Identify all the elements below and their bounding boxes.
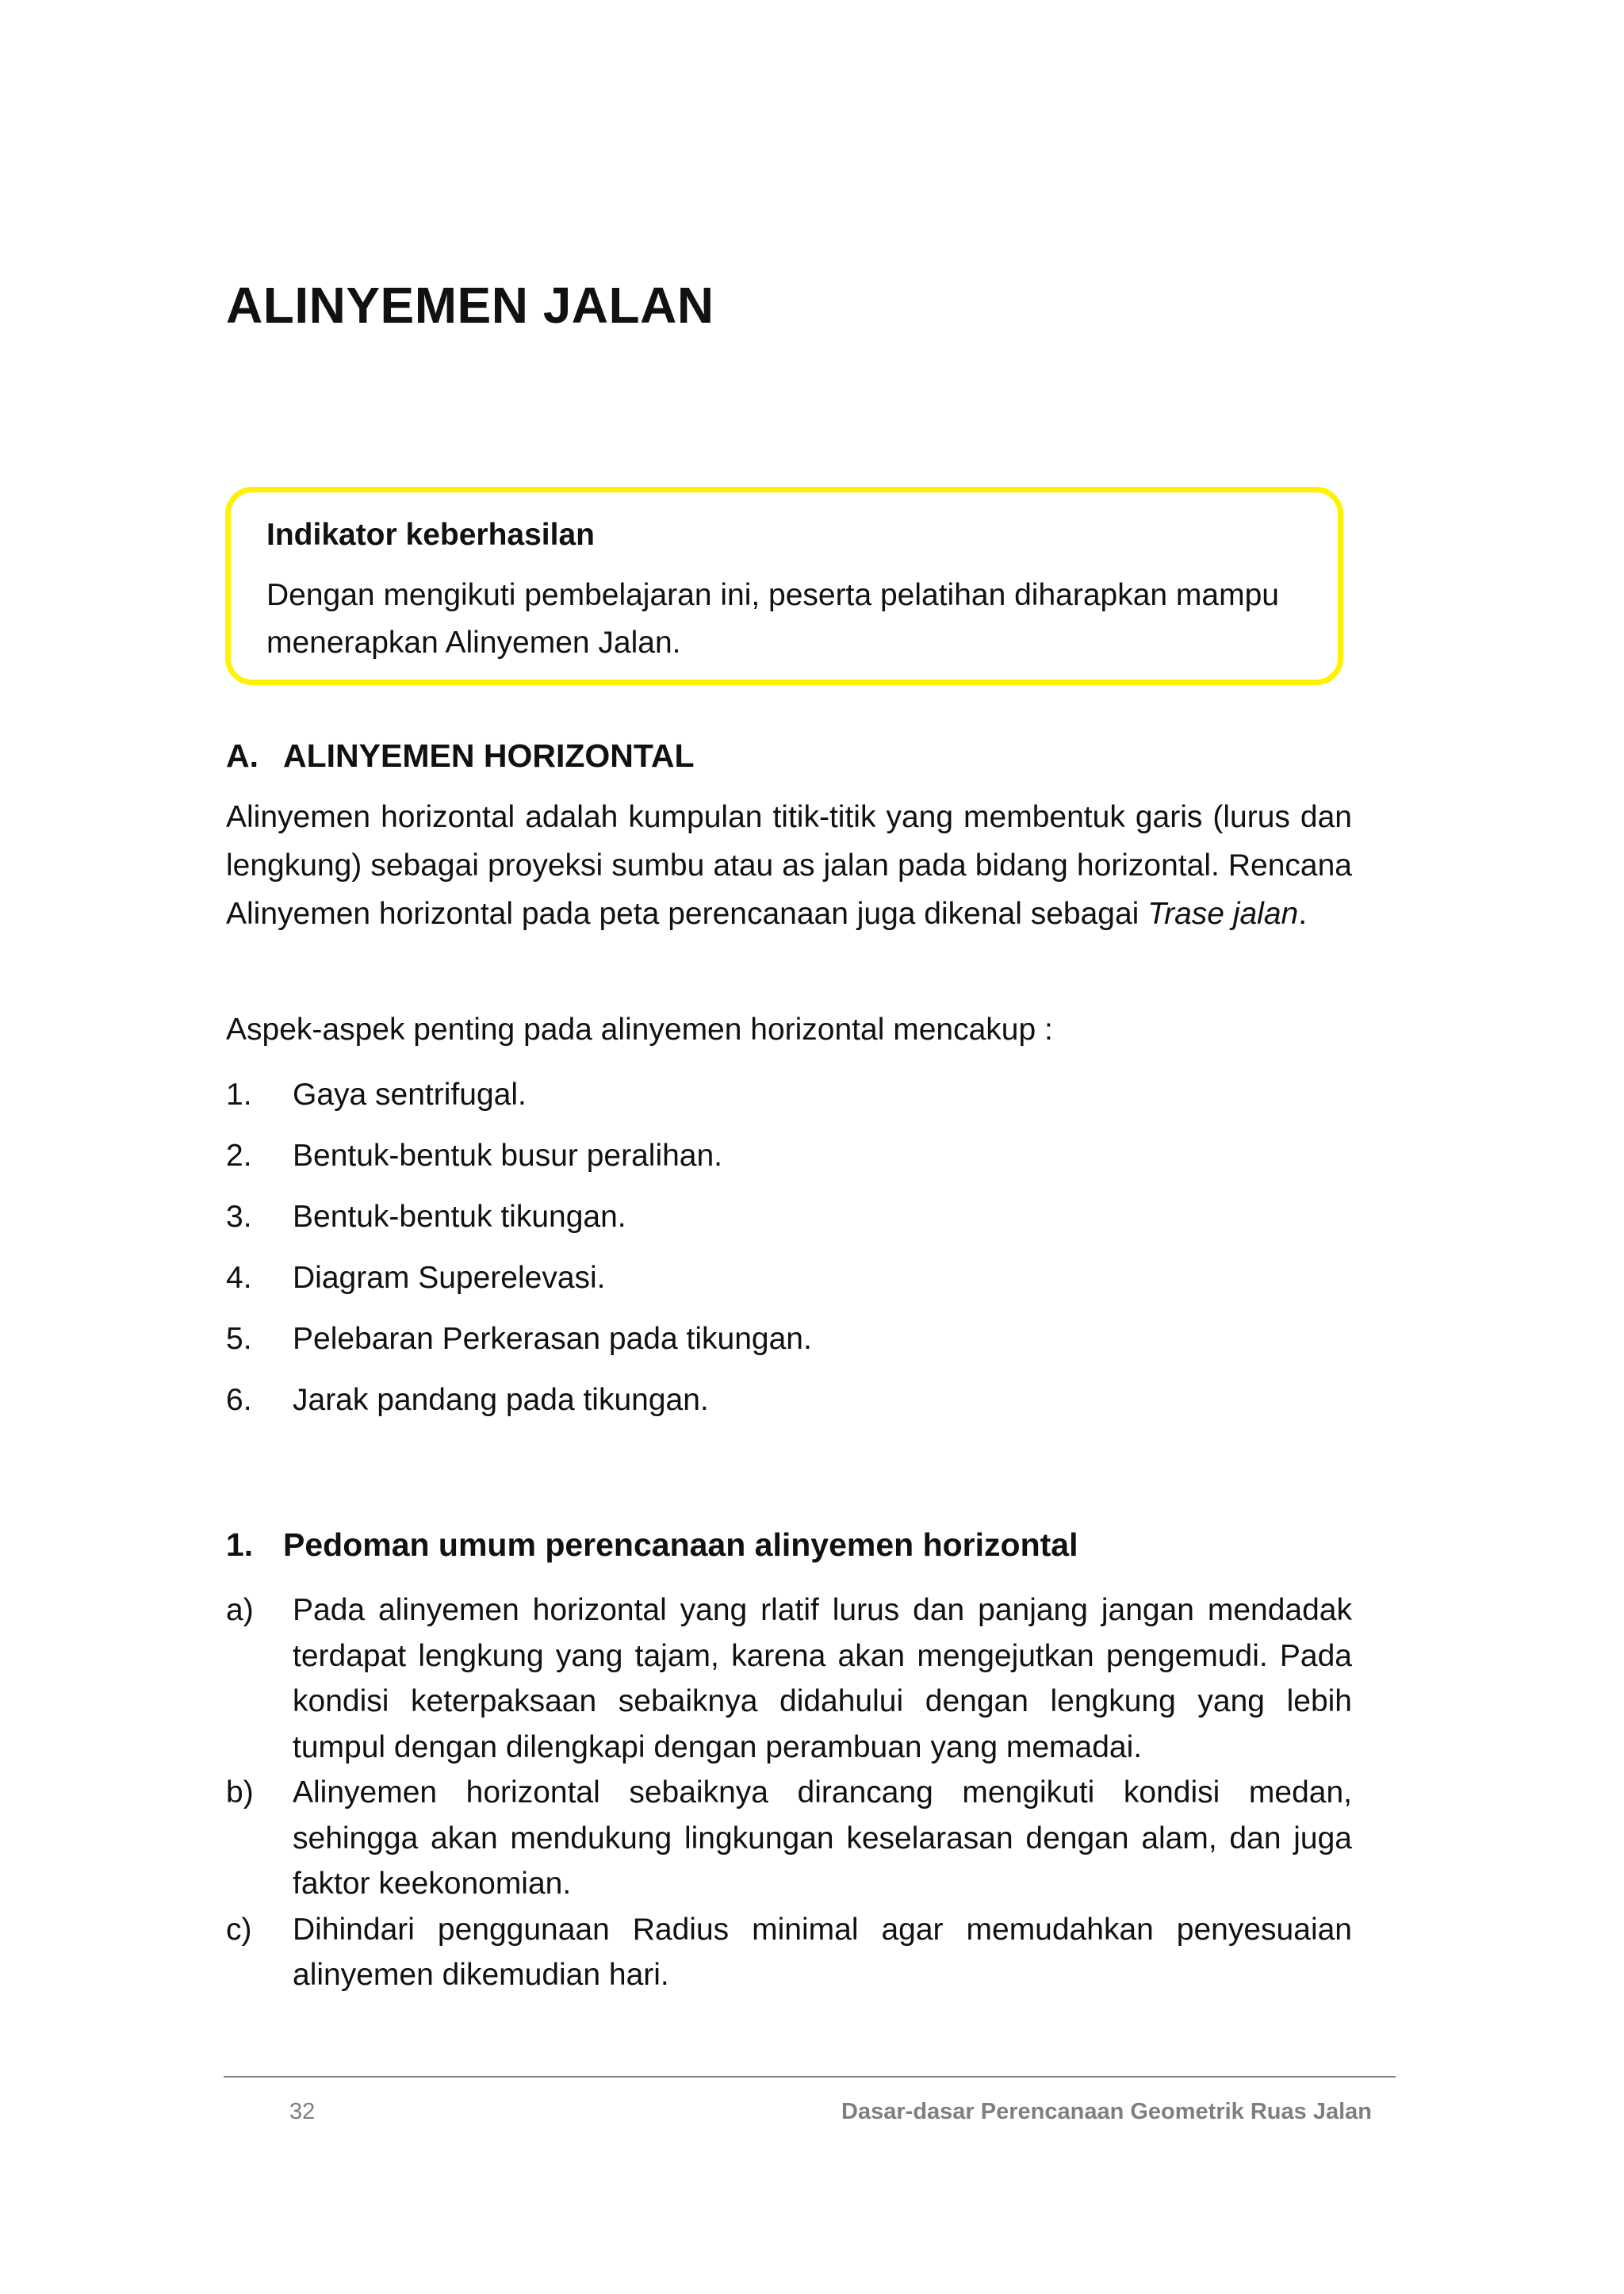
page-title: ALINYEMEN JALAN	[226, 277, 714, 334]
list-text: Diagram Superelevasi.	[293, 1261, 606, 1295]
list-text: Pada alinyemen horizontal yang rlatif lurus dan panjang jangan mendadak terdapat lengkung yang tajam, karena akan mengejutkan pengemudi. Pada kondisi keterpaksaan sebaiknya didahului dengan lengkung yang lebih tumpul dengan dilengkapi dengan perambuan yang memadai.	[293, 1593, 1352, 1764]
list-text: Bentuk-bentuk tikungan.	[293, 1200, 626, 1234]
list-number: 2.	[226, 1139, 252, 1173]
list-marker: a)	[226, 1593, 254, 1627]
list-item	[226, 1587, 1352, 1770]
subsection-1-heading	[226, 1526, 1078, 1564]
paragraph-1-end: .	[1298, 897, 1308, 931]
list-item	[226, 1770, 1352, 1907]
indicator-box	[225, 487, 1343, 685]
indicator-heading: Indikator keberhasilan	[266, 518, 595, 552]
section-a-paragraph-1	[226, 793, 1352, 938]
paragraph-1-italic-term: Trase jalan	[1147, 897, 1299, 931]
section-a-prefix: A.	[226, 737, 259, 774]
list-item	[226, 1376, 1352, 1437]
paragraph-1-text: Alinyemen horizontal adalah kumpulan titik-titik yang membentuk garis (lurus dan lengkung) sebagai proyeksi sumbu atau as jalan pada bidang horizontal. Rencana Alinyemen horizontal pada peta perencanaan juga dikenal sebagai	[226, 800, 1352, 931]
indicator-text: Dengan mengikuti pembelajaran ini, peserta pelatihan diharapkan mampu menerapkan Alinyemen Jalan.	[266, 578, 1279, 660]
subsection-1-prefix: 1.	[226, 1526, 254, 1563]
guidelines-list	[226, 1587, 1352, 1998]
list-text: Jarak pandang pada tikungan.	[293, 1383, 709, 1417]
list-item	[226, 1254, 1352, 1315]
list-item	[226, 1132, 1352, 1193]
list-text: Bentuk-bentuk busur peralihan.	[293, 1139, 723, 1173]
list-item	[226, 1315, 1352, 1376]
list-text: Pelebaran Perkerasan pada tikungan.	[293, 1322, 812, 1356]
section-a-paragraph-2: Aspek-aspek penting pada alinyemen horizontal mencakup :	[226, 1013, 1053, 1047]
list-number: 5.	[226, 1322, 252, 1356]
list-number: 3.	[226, 1200, 252, 1234]
running-title: Dasar-dasar Perencanaan Geometrik Ruas Jalan	[841, 2099, 1372, 2124]
footer-divider	[224, 2076, 1396, 2078]
list-number: 6.	[226, 1383, 252, 1417]
list-number: 4.	[226, 1261, 252, 1295]
aspects-list	[226, 1070, 1352, 1437]
list-item	[226, 1193, 1352, 1254]
list-number: 1.	[226, 1078, 252, 1112]
subsection-1-title: Pedoman umum perencanaan alinyemen horizontal	[283, 1526, 1078, 1563]
page-number: 32	[289, 2099, 316, 2124]
list-marker: b)	[226, 1775, 254, 1810]
list-item	[226, 1907, 1352, 1998]
list-text: Dihindari penggunaan Radius minimal agar memudahkan penyesuaian alinyemen dikemudian hari.	[293, 1912, 1352, 1992]
list-marker: c)	[226, 1912, 252, 1947]
list-text: Gaya sentrifugal.	[293, 1078, 527, 1112]
section-a-heading	[226, 737, 695, 775]
list-text: Alinyemen horizontal sebaiknya dirancang mengikuti kondisi medan, sehingga akan mendukung lingkungan keselarasan dengan alam, dan juga faktor keekonomian.	[293, 1775, 1352, 1901]
section-a-title: ALINYEMEN HORIZONTAL	[283, 737, 695, 774]
list-item	[226, 1070, 1352, 1132]
